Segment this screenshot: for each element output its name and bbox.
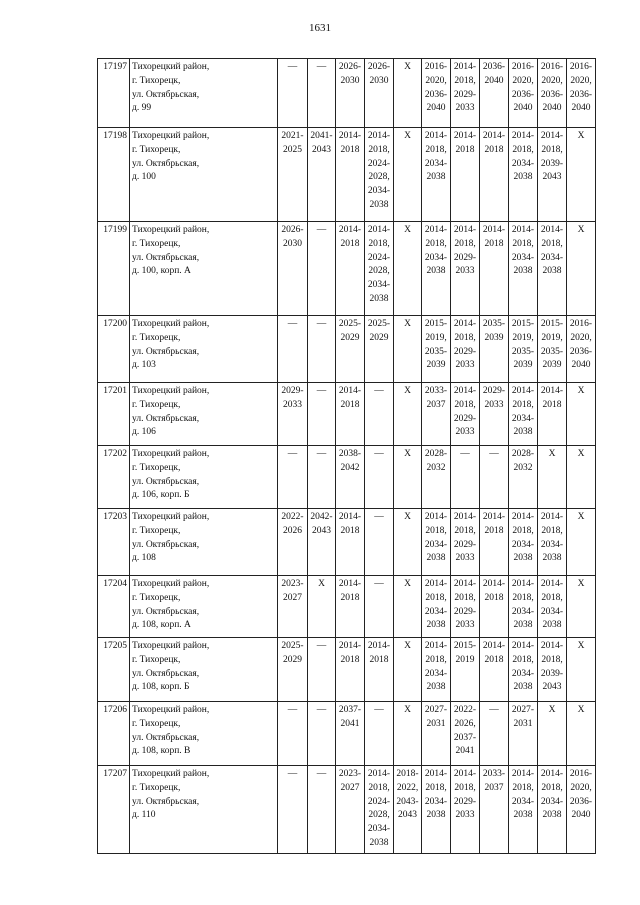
period-cell: X [567,702,596,766]
period-cell: — [308,383,336,446]
period-cell: X [567,446,596,509]
row-number: 17207 [98,766,130,854]
period-cell: 2014- 2018, 2029- 2033 [451,222,480,316]
period-cell: 2015- 2019, 2035- 2039 [509,316,538,383]
table-row [98,638,596,702]
period-cell: 2027- 2031 [422,702,451,766]
period-cell: 2014- 2018 [336,383,365,446]
period-cell: 2022- 2026 [278,509,308,576]
address-cell: Тихорецкий район, г. Тихорецк, ул. Октябрьская, д. 110 [130,766,278,854]
row-number: 17205 [98,638,130,702]
address-cell: Тихорецкий район, г. Тихорецк, ул. Октябрьская, д. 108, корп. В [130,702,278,766]
period-cell: 2014- 2018, 2029- 2033 [451,316,480,383]
period-cell: 2014- 2018 [480,576,509,638]
table-row [98,576,596,638]
period-cell: 2014- 2018, 2029- 2033 [451,766,480,854]
address-cell: Тихорецкий район, г. Тихорецк, ул. Октябрьская, д. 103 [130,316,278,383]
address-cell: Тихорецкий район, г. Тихорецк, ул. Октябрьская, д. 106 [130,383,278,446]
period-cell: 2014- 2018, 2034- 2038 [538,222,567,316]
table-row [98,509,596,576]
period-cell: 2042- 2043 [308,509,336,576]
period-cell: X [394,128,422,222]
period-cell: 2014- 2018, 2034- 2038 [509,128,538,222]
table-row [98,766,596,854]
period-cell: 2014- 2018, 2034- 2038 [422,766,451,854]
period-cell: 2014- 2018, 2034- 2038 [538,509,567,576]
period-cell: 2014- 2018, 2034- 2038 [422,576,451,638]
period-cell: 2014- 2018 [365,638,394,702]
period-cell: — [278,702,308,766]
period-cell: X [567,128,596,222]
period-cell: 2014- 2018, 2029- 2033 [451,383,480,446]
period-cell: — [480,446,509,509]
period-cell: X [394,316,422,383]
period-cell: — [451,446,480,509]
address-cell: Тихорецкий район, г. Тихорецк, ул. Октябрьская, д. 106, корп. Б [130,446,278,509]
period-cell: 2014- 2018 [336,638,365,702]
table-row [98,222,596,316]
period-cell: 2025- 2029 [278,638,308,702]
period-cell: X [567,576,596,638]
row-number: 17202 [98,446,130,509]
period-cell: — [365,509,394,576]
period-cell: 2028- 2032 [422,446,451,509]
period-cell: 2014- 2018, 2029- 2033 [451,59,480,128]
period-cell: X [567,509,596,576]
period-cell: 2014- 2018, 2024- 2028, 2034- 2038 [365,128,394,222]
period-cell: 2033- 2037 [422,383,451,446]
row-number: 17203 [98,509,130,576]
period-cell: — [365,383,394,446]
period-cell: — [308,446,336,509]
period-cell: 2015- 2019, 2035- 2039 [538,316,567,383]
row-number: 17197 [98,59,130,128]
row-number: 17206 [98,702,130,766]
period-cell: 2038- 2042 [336,446,365,509]
period-cell: 2026- 2030 [278,222,308,316]
period-cell: 2014- 2018, 2034- 2038 [509,638,538,702]
period-cell: — [308,702,336,766]
period-cell: 2014- 2018, 2034- 2038 [509,766,538,854]
period-cell: — [308,766,336,854]
period-cell: 2014- 2018 [538,383,567,446]
row-number: 17204 [98,576,130,638]
period-cell: 2014- 2018, 2024- 2028, 2034- 2038 [365,222,394,316]
period-cell: X [308,576,336,638]
period-cell: 2014- 2018 [480,222,509,316]
row-number: 17201 [98,383,130,446]
period-cell: X [538,446,567,509]
period-cell: — [365,702,394,766]
period-cell: 2014- 2018, 2034- 2038 [509,222,538,316]
table-row [98,59,596,128]
address-cell: Тихорецкий район, г. Тихорецк, ул. Октябрьская, д. 108 [130,509,278,576]
row-number: 17200 [98,316,130,383]
period-cell: 2014- 2018, 2039- 2043 [538,128,567,222]
period-cell: 2037- 2041 [336,702,365,766]
period-cell: — [480,702,509,766]
period-cell: 2041- 2043 [308,128,336,222]
table-row [98,702,596,766]
table-row [98,316,596,383]
period-cell: — [308,222,336,316]
address-cell: Тихорецкий район, г. Тихорецк, ул. Октябрьская, д. 108, корп. А [130,576,278,638]
address-cell: Тихорецкий район, г. Тихорецк, ул. Октябрьская, д. 100, корп. А [130,222,278,316]
row-number: 17198 [98,128,130,222]
period-cell: — [278,316,308,383]
period-cell: X [394,222,422,316]
period-cell: 2023- 2027 [336,766,365,854]
period-cell: X [394,576,422,638]
period-cell: 2023- 2027 [278,576,308,638]
address-cell: Тихорецкий район, г. Тихорецк, ул. Октябрьская, д. 100 [130,128,278,222]
period-cell: 2014- 2018 [336,128,365,222]
period-cell: 2016- 2020, 2036- 2040 [538,59,567,128]
page-number: 1631 [309,22,331,34]
period-cell: 2014- 2018, 2034- 2038 [538,766,567,854]
period-cell: — [308,638,336,702]
period-cell: 2025- 2029 [336,316,365,383]
period-cell: 2014- 2018, 2034- 2038 [422,638,451,702]
period-cell: — [278,446,308,509]
housing-repair-table [97,58,596,854]
period-cell: X [567,222,596,316]
period-cell: X [394,638,422,702]
period-cell: — [308,316,336,383]
period-cell: 2035- 2039 [480,316,509,383]
period-cell: 2014- 2018, 2034- 2038 [509,383,538,446]
period-cell: 2026- 2030 [365,59,394,128]
period-cell: 2015- 2019, 2035- 2039 [422,316,451,383]
period-cell: 2014- 2018 [336,509,365,576]
period-cell: 2014- 2018, 2024- 2028, 2034- 2038 [365,766,394,854]
period-cell: 2014- 2018, 2034- 2038 [422,509,451,576]
period-cell: 2028- 2032 [509,446,538,509]
period-cell: 2022- 2026, 2037- 2041 [451,702,480,766]
period-cell: 2016- 2020, 2036- 2040 [422,59,451,128]
period-cell: X [567,383,596,446]
period-cell: 2014- 2018 [480,509,509,576]
period-cell: X [394,509,422,576]
period-cell: X [567,638,596,702]
period-cell: X [538,702,567,766]
period-cell: X [394,383,422,446]
period-cell: — [278,766,308,854]
period-cell: 2025- 2029 [365,316,394,383]
period-cell: 2029- 2033 [480,383,509,446]
period-cell: 2014- 2018, 2034- 2038 [509,576,538,638]
period-cell: 2016- 2020, 2036- 2040 [567,59,596,128]
period-cell: 2026- 2030 [336,59,365,128]
period-cell: 2036- 2040 [480,59,509,128]
period-cell: — [365,576,394,638]
period-cell: 2033- 2037 [480,766,509,854]
period-cell: 2027- 2031 [509,702,538,766]
period-cell: 2014- 2018 [336,576,365,638]
period-cell: 2014- 2018 [480,128,509,222]
period-cell: 2014- 2018, 2029- 2033 [451,509,480,576]
period-cell: 2014- 2018, 2039- 2043 [538,638,567,702]
period-cell: 2014- 2018 [451,128,480,222]
table-row [98,128,596,222]
period-cell: 2021- 2025 [278,128,308,222]
period-cell: 2014- 2018, 2034- 2038 [422,128,451,222]
period-cell: X [394,446,422,509]
period-cell: X [394,702,422,766]
period-cell: — [308,59,336,128]
table-row [98,383,596,446]
period-cell: 2014- 2018 [480,638,509,702]
period-cell: 2014- 2018, 2034- 2038 [509,509,538,576]
period-cell: 2016- 2020, 2036- 2040 [509,59,538,128]
period-cell: 2016- 2020, 2036- 2040 [567,316,596,383]
period-cell: 2014- 2018, 2034- 2038 [538,576,567,638]
period-cell: 2015- 2019 [451,638,480,702]
period-cell: 2029- 2033 [278,383,308,446]
period-cell: 2014- 2018, 2034- 2038 [422,222,451,316]
period-cell: X [394,59,422,128]
address-cell: Тихорецкий район, г. Тихорецк, ул. Октябрьская, д. 108, корп. Б [130,638,278,702]
table-row [98,446,596,509]
period-cell: 2016- 2020, 2036- 2040 [567,766,596,854]
period-cell: 2014- 2018 [336,222,365,316]
period-cell: 2018- 2022, 2043- 2043 [394,766,422,854]
address-cell: Тихорецкий район, г. Тихорецк, ул. Октябрьская, д. 99 [130,59,278,128]
period-cell: — [365,446,394,509]
period-cell: — [278,59,308,128]
period-cell: 2014- 2018, 2029- 2033 [451,576,480,638]
row-number: 17199 [98,222,130,316]
